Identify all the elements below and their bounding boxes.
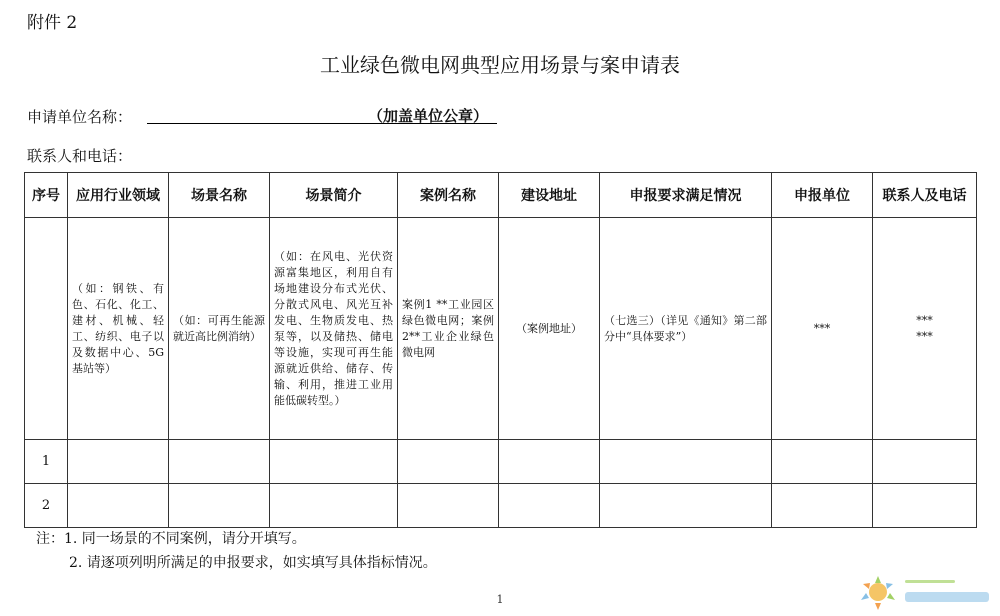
cell-case-name[interactable] [398,440,499,484]
cell-case-name[interactable] [398,484,499,528]
header-scene-intro: 场景简介 [270,173,398,218]
contact-line: *** [916,329,933,343]
cell-scene-name[interactable] [169,440,270,484]
cell-contact[interactable] [873,484,977,528]
header-case-name: 案例名称 [398,173,499,218]
page-number: 1 [496,593,504,606]
header-serial: 序号 [25,173,68,218]
contact-line: *** [916,313,933,327]
seal-note: （加盖单位公章） [368,107,489,125]
note-line-2: 2. 请逐项列明所满足的申报要求，如实填写具体指标情况。 [69,555,437,571]
cell-applicant-unit[interactable]: *** [772,218,873,440]
note-line-1: 注：1. 同一场景的不同案例，请分开填写。 [36,531,306,547]
table-row-example [25,218,977,440]
header-contact: 联系人及电话 [873,173,977,218]
cell-applicant-unit[interactable] [772,484,873,528]
cell-serial[interactable] [25,218,68,440]
cell-address[interactable]: （案例地址） [499,218,600,440]
cell-applicant-unit[interactable] [772,440,873,484]
cell-address[interactable] [499,484,600,528]
table-row [25,484,977,528]
notes [36,527,437,575]
attachment-label: 附件 2 [27,13,78,33]
cell-scene-name[interactable] [169,484,270,528]
cell-scene-intro[interactable] [270,440,398,484]
cell-industry[interactable]: （如：钢铁、有色、石化、化工、建材、机械、轻工、纺织、电子以及数据中心、5G基站等） [68,218,169,440]
header-applicant-unit: 申报单位 [772,173,873,218]
cell-contact[interactable] [873,218,977,440]
cell-address[interactable] [499,440,600,484]
watermark-wordmark [903,576,993,610]
header-industry: 应用行业领域 [68,173,169,218]
table-row [25,440,977,484]
header-scene-name: 场景名称 [169,173,270,218]
application-table [24,172,977,528]
cell-scene-name[interactable]: （如：可再生能源就近高比例消纳） [169,218,270,440]
table-header-row [25,173,977,218]
cell-serial: 2 [25,484,68,528]
header-address: 建设地址 [499,173,600,218]
cell-case-name[interactable]: 案例1 **工业园区绿色微电网；案例2**工业企业绿色微电网 [398,218,499,440]
header-requirements: 申报要求满足情况 [600,173,772,218]
cell-requirements[interactable] [600,484,772,528]
sun-logo-icon [855,568,901,614]
cell-serial: 1 [25,440,68,484]
cell-scene-intro[interactable]: （如：在风电、光伏资源富集地区，利用自有场地建设分布式光伏、分散式风电、风光互补发电、生物质发电、热泵等，以及储热、储电等设施，实现可再生能源就近供给、储存、传输、利用，推进工业用能低碳转型。） [270,218,398,440]
watermark [855,568,995,614]
applicant-name-label: 申请单位名称： [27,108,133,126]
cell-scene-intro[interactable] [270,484,398,528]
page-title: 工业绿色微电网典型应用场景与案申请表 [320,53,680,77]
cell-industry[interactable] [68,484,169,528]
cell-industry[interactable] [68,440,169,484]
cell-requirements[interactable]: （七选三）（详见《通知》第二部分中“具体要求”） [600,218,772,440]
cell-contact[interactable] [873,440,977,484]
cell-requirements[interactable] [600,440,772,484]
contact-label: 联系人和电话： [27,147,133,165]
